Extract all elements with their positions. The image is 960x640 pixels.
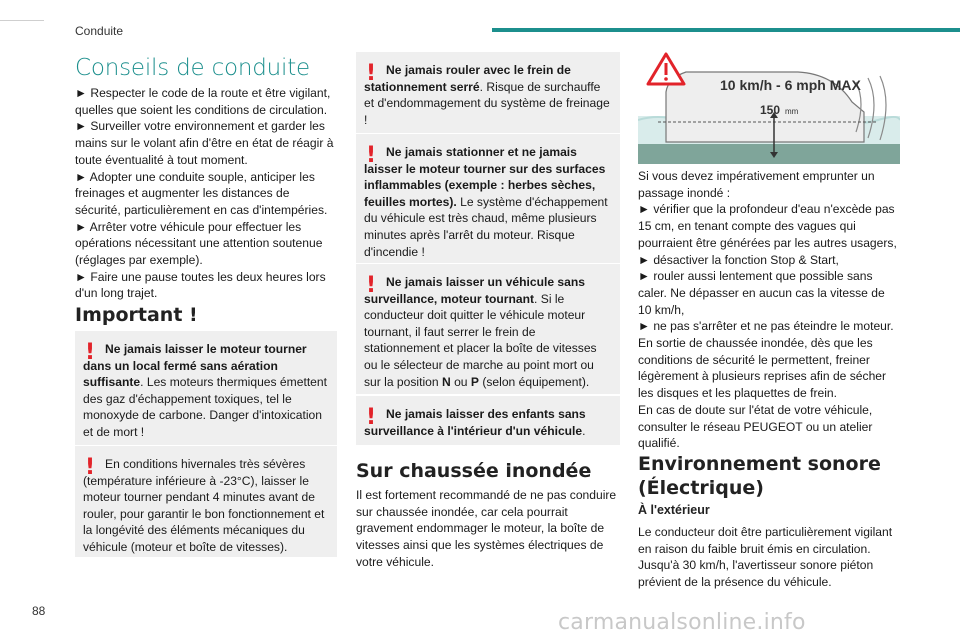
warning-text: Ne jamais laisser le moteur tourner dans un local fermé sans aération suffisante. Les moteurs thermiques émettent des gaz d'échappement toxiques, tel le monoxyde de carbone. Danger d'intoxication et de mort ! xyxy=(83,342,327,439)
flood-step: ► vérifier que la profondeur d'eau n'excède pas 15 cm, en tenant compte des vagues qui pourraient être générées par les autres usagers, xyxy=(638,202,897,250)
tip-item: ► Respecter le code de la route et être vigilant, quelles que soient les conditions de circulation. xyxy=(75,86,331,117)
flood-illustration xyxy=(638,52,900,164)
warning-icon: ! xyxy=(85,340,96,365)
watermark: carmanualsonline.info xyxy=(558,610,806,635)
flood-step: ► rouler aussi lentement que possible sans caler. Ne dépasser en aucun cas la vitesse de 10 km/h, xyxy=(638,269,885,317)
winter-note xyxy=(75,446,337,557)
warning-icon: ! xyxy=(366,273,377,298)
tip-item: ► Faire une pause toutes les deux heures lors d'un long trajet. xyxy=(75,269,326,301)
flammable-surface-note xyxy=(356,134,620,263)
sound-heading: Environnement sonore (Électrique) xyxy=(638,453,881,499)
flood-doubt-text: En cas de doute sur l'état de votre véhicule, consulter le réseau PEUGEOT ou un atelier qualifié. xyxy=(638,402,873,451)
tip-item: ► Surveiller votre environnement et garder les mains sur le volant afin d'être en état de réagir à toute éventualité à tout moment. xyxy=(75,119,334,167)
tip-item: ► Arrêter votre véhicule pour effectuer les opérations nécessitant une attention soutenue (réglages par exemple). xyxy=(75,219,323,268)
warning-text: Ne jamais rouler avec le frein de stationnement serré. Risque de surchauffe et d'endommagement du système de freinage ! xyxy=(364,63,610,127)
driving-tips xyxy=(75,85,337,302)
accent-bar xyxy=(492,28,960,32)
flood-step: ► ne pas s'arrêter et ne pas éteindre le moteur. xyxy=(638,319,894,334)
depth-label: 150 xyxy=(760,103,781,117)
flood-illustration-svg xyxy=(638,52,900,164)
children-note xyxy=(356,396,620,445)
warning-text: Ne jamais laisser des enfants sans surveillance à l'intérieur d'un véhicule. xyxy=(364,407,586,438)
warning-text: Ne jamais laisser un véhicule sans surveillance, moteur tournant. Si le conducteur doit quitter le véhicule moteur tournant, il faut serrer le frein de stationnement et placer la boîte de vitesses ou le sélecteur de marche au point mort ou sur la position N ou P (selon équipement). xyxy=(364,275,597,389)
flood-instructions xyxy=(638,168,900,452)
warning-icon: ! xyxy=(366,405,377,430)
flood-heading: Sur chaussée inondée xyxy=(356,460,592,482)
page-title: Conseils de conduite xyxy=(75,55,311,81)
important-heading: Important ! xyxy=(75,304,198,326)
warning-icon: ! xyxy=(85,455,96,480)
warning-icon: ! xyxy=(366,61,377,86)
page-number: 88 xyxy=(32,604,46,618)
tip-item: ► Adopter une conduite souple, anticiper les freinages et augmenter les distances de sécurité, particulièrement en cas d'intempéries. xyxy=(75,169,328,217)
parking-brake-note xyxy=(356,52,620,133)
depth-unit: mm xyxy=(785,107,799,116)
speed-limit-label: 10 km/h - 6 mph MAX xyxy=(720,77,861,93)
flood-step: ► désactiver la fonction Stop & Start, xyxy=(638,252,839,267)
flood-after-text: En sortie de chaussée inondée, dès que les conditions de sécurité le permettent, freiner légèrement à plusieurs reprises afin de sécher les disques et les plaquettes de frein. xyxy=(638,336,887,401)
outside-section xyxy=(638,524,900,591)
flood-intro-text: Si vous devez impérativement emprunter un passage inondé : xyxy=(638,169,875,200)
outside-text: Le conducteur doit être particulièrement vigilant en raison du faible bruit émis en circulation. Jusqu'à 30 km/h, l'avertisseur sonore piéton prévient de la présence du véhicule. xyxy=(638,525,893,590)
warning-note xyxy=(75,331,337,445)
warning-text: En conditions hivernales très sévères (température inférieure à -23°C), laisser le moteur tourner pendant 4 minutes avant de rouler, pour garantir le bon fonctionnement et la longévité des éléments mécaniques du véhicule (moteur et boîte de vitesses). xyxy=(83,457,325,554)
warning-text: Ne jamais stationner et ne jamais laisser le moteur tourner sur des surfaces inflammables (exemple : herbes sèches, feuilles mortes). Le système d'échappement du véhicule est très chaud, même plusieurs minutes après l'arrêt du moteur. Risque d'incendie ! xyxy=(364,145,608,259)
outside-heading: À l'extérieur xyxy=(638,503,710,517)
warning-icon: ! xyxy=(366,143,377,168)
unattended-vehicle-note xyxy=(356,264,620,394)
section-label: Conduite xyxy=(75,24,124,38)
flood-intro: Il est fortement recommandé de ne pas conduire sur chaussée inondée, car cela pourrait gravement endommager le moteur, la boîte de vitesses ainsi que les systèmes électriques de votre véhicule. xyxy=(356,488,617,569)
header-rule xyxy=(0,20,44,21)
